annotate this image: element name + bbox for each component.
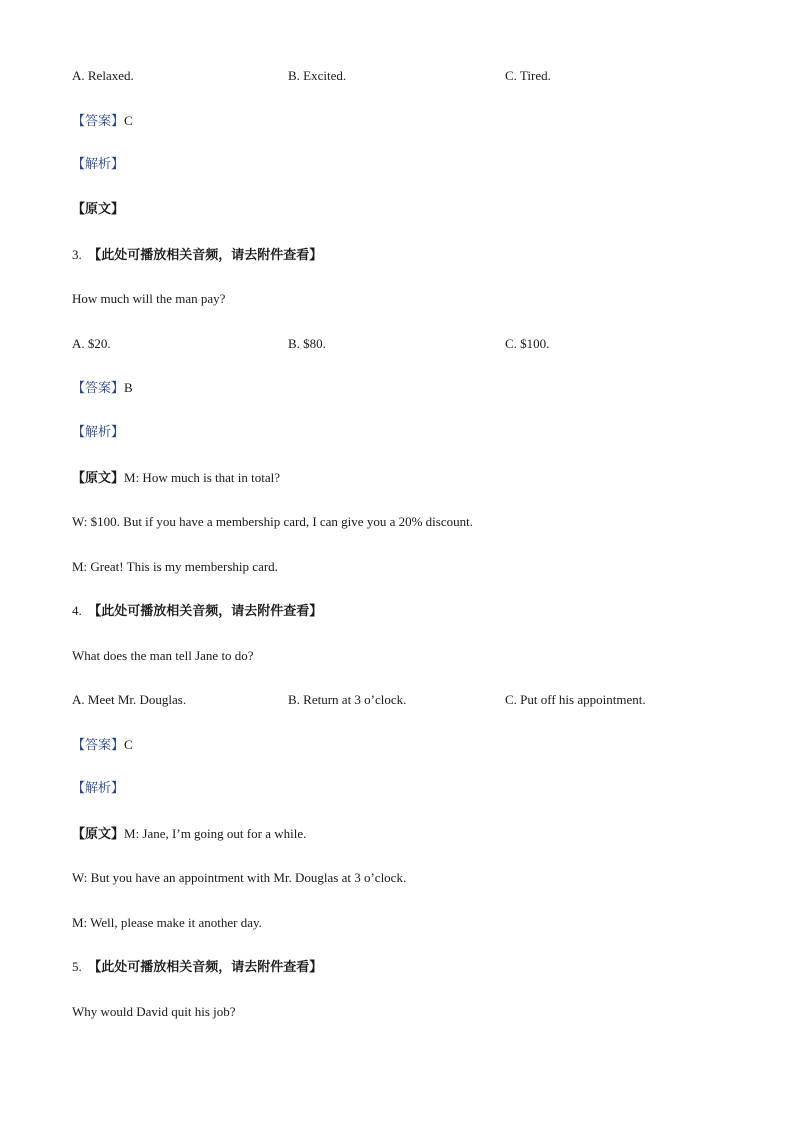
q3-dialogue-line: M: How much is that in total? [124, 470, 280, 485]
q4-header [72, 603, 322, 620]
q4-option-a: A. Meet Mr. Douglas. [72, 692, 187, 707]
q4-analysis-label: 【解析】 [72, 781, 125, 796]
q3-question: How much will the man pay? [72, 291, 226, 306]
q3-dialogue-line: W: $100. But if you have a membership card, I can give you a 20% discount. [72, 514, 473, 529]
q2-option-b: B. Excited. [288, 68, 347, 83]
q5-audio-note: 【此处可播放相关音频，请去附件查看】 [88, 960, 323, 975]
q3-analysis-label: 【解析】 [72, 425, 125, 440]
q4-original-line [72, 826, 306, 843]
q4-dialogue-line: M: Jane, I’m going out for a while. [124, 826, 307, 841]
q3-options [72, 336, 732, 352]
q4-original-label: 【原文】 [72, 827, 125, 842]
q3-audio-note: 【此处可播放相关音频，请去附件查看】 [88, 248, 323, 263]
q2-original-label: 【原文】 [72, 202, 125, 217]
q3-original-line [72, 470, 280, 487]
q5-header [72, 959, 322, 976]
q5-question: Why would David quit his job? [72, 1004, 236, 1019]
q2-answer-label: 【答案】 [72, 114, 125, 129]
q4-answer-line [72, 737, 133, 754]
q4-number: 4. [72, 603, 82, 618]
q3-number: 3. [72, 247, 82, 262]
q4-options [72, 692, 732, 708]
q4-dialogue-line: W: But you have an appointment with Mr. Douglas at 3 o’clock. [72, 870, 407, 885]
q2-answer-line [72, 113, 133, 130]
q4-option-c: C. Put off his appointment. [505, 692, 646, 707]
q2-answer-value: C [124, 113, 133, 128]
q4-option-b: B. Return at 3 o’clock. [288, 692, 407, 707]
q3-answer-label: 【答案】 [72, 381, 125, 396]
q5-number: 5. [72, 959, 82, 974]
q3-option-c: C. $100. [505, 336, 550, 351]
q3-option-a: A. $20. [72, 336, 111, 351]
q2-analysis-label: 【解析】 [72, 157, 125, 172]
q3-header [72, 247, 322, 264]
q4-audio-note: 【此处可播放相关音频，请去附件查看】 [88, 604, 323, 619]
q3-option-b: B. $80. [288, 336, 326, 351]
q2-options [72, 68, 732, 84]
q4-question: What does the man tell Jane to do? [72, 648, 254, 663]
q4-dialogue-line: M: Well, please make it another day. [72, 915, 262, 930]
q2-option-c: C. Tired. [505, 68, 551, 83]
q3-answer-value: B [124, 380, 133, 395]
q3-answer-line [72, 380, 133, 397]
q3-dialogue-line: M: Great! This is my membership card. [72, 559, 278, 574]
q3-original-label: 【原文】 [72, 471, 125, 486]
q2-option-a: A. Relaxed. [72, 68, 134, 83]
q4-answer-label: 【答案】 [72, 738, 125, 753]
q4-answer-value: C [124, 737, 133, 752]
